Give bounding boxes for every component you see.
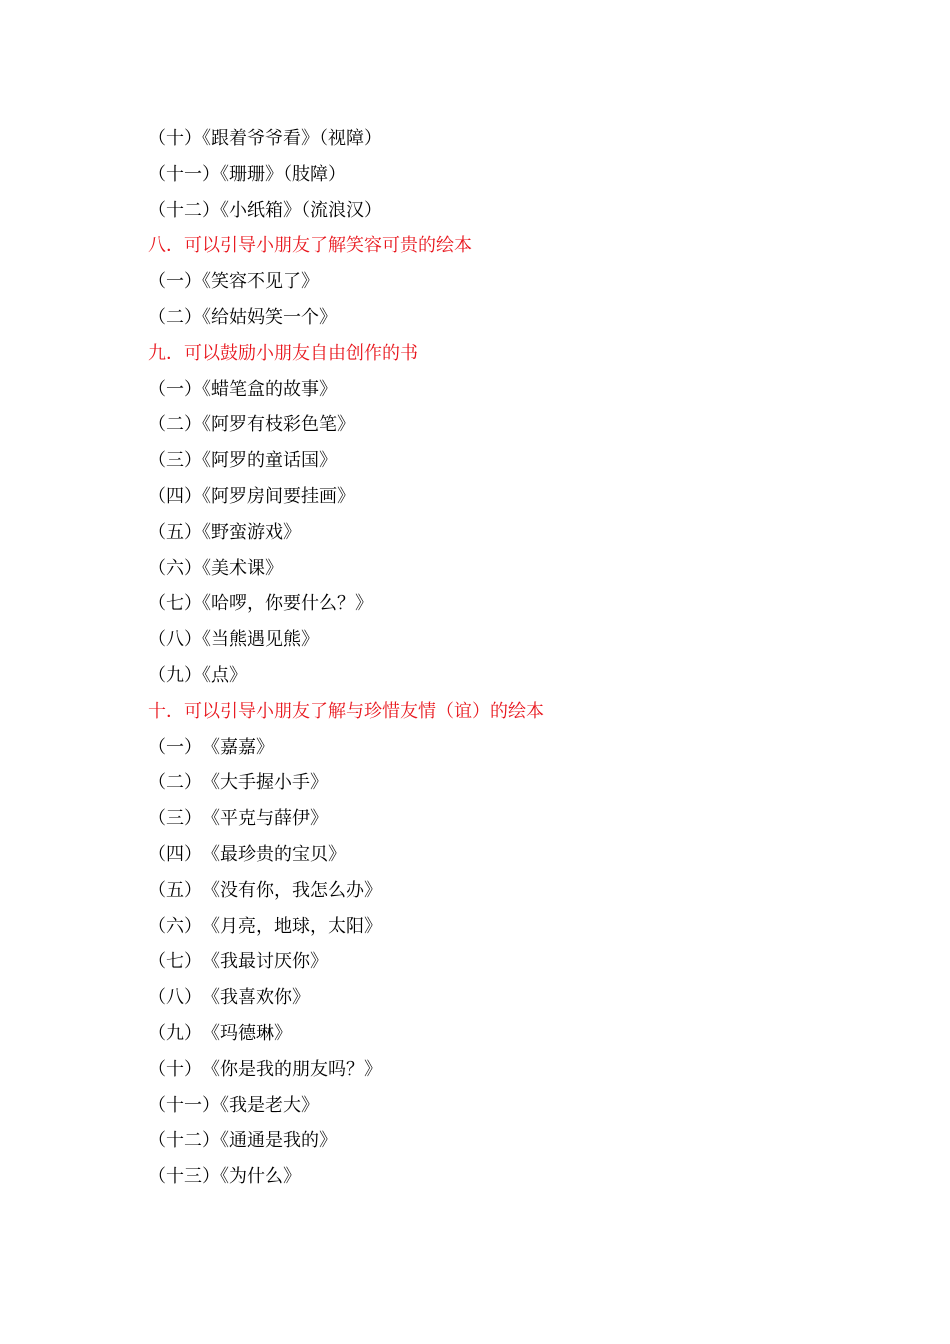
list-item: （九）《点》 — [148, 664, 247, 686]
list-item: （十二）《小纸箱》（流浪汉） — [148, 199, 382, 221]
list-item: （六） 《月亮，地球，太阳》 — [148, 915, 382, 937]
list-item: （一） 《嘉嘉》 — [148, 736, 274, 758]
list-item: （十） 《你是我的朋友吗？》 — [148, 1058, 382, 1080]
list-item: （十二）《通通是我的》 — [148, 1130, 337, 1152]
list-item: （四）《阿罗房间要挂画》 — [148, 485, 355, 507]
list-item: （三） 《平克与薛伊》 — [148, 808, 328, 830]
list-item: （一）《笑容不见了》 — [148, 271, 319, 293]
list-item: （十一）《珊珊》（肢障） — [148, 163, 346, 185]
list-item: （八）《当熊遇见熊》 — [148, 629, 319, 651]
list-item: （十一）《我是老大》 — [148, 1094, 319, 1116]
list-item: （五） 《没有你，我怎么办》 — [148, 879, 382, 901]
list-item: （五）《野蛮游戏》 — [148, 521, 301, 543]
list-item: （二）《阿罗有枝彩色笔》 — [148, 414, 355, 436]
list-item: （七）《哈啰，你要什么？》 — [148, 593, 373, 615]
list-item: （十三）《为什么》 — [148, 1166, 301, 1188]
list-item: （四） 《最珍贵的宝贝》 — [148, 843, 346, 865]
list-item: （八） 《我喜欢你》 — [148, 987, 310, 1009]
list-item: （六）《美术课》 — [148, 557, 283, 579]
section-heading: 十．可以引导小朋友了解与珍惜友情（谊）的绘本 — [148, 700, 544, 722]
list-item: （十）《跟着爷爷看》（视障） — [148, 128, 382, 149]
document-body — [148, 121, 868, 1195]
list-item: （一）《蜡笔盒的故事》 — [148, 378, 337, 400]
list-item: （三）《阿罗的童话国》 — [148, 450, 337, 472]
list-item: （二）《给姑妈笑一个》 — [148, 306, 337, 328]
section-heading: 八．可以引导小朋友了解笑容可贵的绘本 — [148, 235, 472, 257]
list-item: （七） 《我最讨厌你》 — [148, 951, 328, 973]
list-item: （九） 《玛德琳》 — [148, 1022, 292, 1044]
list-item: （二） 《大手握小手》 — [148, 772, 328, 794]
section-heading: 九．可以鼓励小朋友自由创作的书 — [148, 342, 418, 364]
